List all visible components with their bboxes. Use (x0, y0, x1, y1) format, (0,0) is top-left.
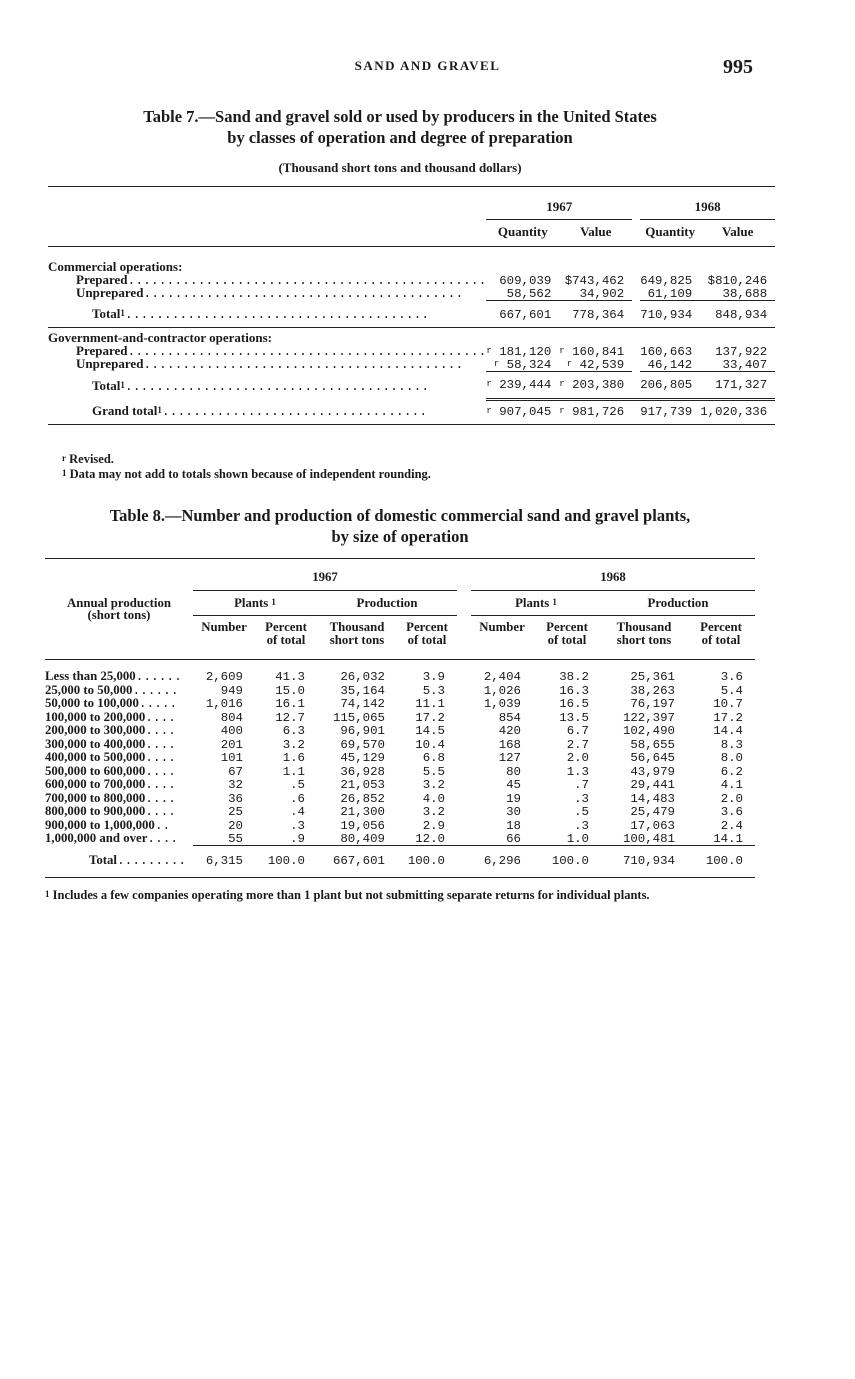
col-header: Percent of total (687, 616, 755, 660)
revised-mark: r (559, 345, 565, 356)
table7-title (40, 106, 760, 148)
footnote-mark: 1 (552, 597, 557, 607)
cell: .3 (574, 818, 589, 833)
table-row: 1,000,000 and over.... 55 .9 80,409 12.0 66 1.0 100,481 14.1 (45, 832, 755, 846)
cell: 160,841 (572, 344, 625, 359)
cell: $810,246 (707, 273, 768, 288)
cell: 667,601 (486, 301, 559, 328)
table-row: 700,000 to 800,000.... 36 .6 26,852 4.0 19 .3 14,483 2.0 (45, 792, 755, 806)
cell: 6,296 (471, 846, 533, 878)
revised-mark: r (559, 405, 565, 416)
cell: 6.2 (720, 764, 743, 779)
cell: 6.7 (566, 724, 589, 738)
revised-mark: r (486, 345, 492, 356)
table8-footnote-1: $^1$ Includes a few companies operating more than 1 plant but not submitting separate returns for individual plants. (45, 888, 650, 902)
cell: 3.2 (422, 778, 445, 792)
row-label: 500,000 to 600,000 (45, 763, 146, 778)
cell: 13.5 (559, 710, 589, 725)
cell: 981,726 (572, 404, 625, 419)
row-label: 400,000 to 500,000 (45, 750, 146, 764)
cell: 168 (498, 737, 521, 752)
cell: 41.3 (275, 670, 305, 684)
cell: 14,483 (630, 791, 675, 806)
col-header: Number (471, 616, 533, 660)
cell: .6 (290, 791, 305, 806)
cell: 917,739 (640, 399, 700, 425)
cell: 12.7 (275, 710, 305, 725)
cell: .4 (290, 805, 305, 819)
cell: 67 (228, 764, 243, 779)
cell: .3 (290, 818, 305, 833)
revised-mark: r (62, 453, 66, 463)
cell: 1,020,336 (700, 399, 775, 425)
cell: 1,016 (205, 697, 243, 711)
cell: 710,934 (601, 846, 687, 878)
col-header: Thousand short tons (317, 616, 397, 660)
cell: 206,805 (640, 372, 700, 400)
cell: 80,409 (340, 831, 385, 846)
table-row: 200,000 to 300,000.... 400 6.3 96,901 14.5 420 6.7 102,490 14.4 (45, 724, 755, 738)
cell: 2.0 (566, 751, 589, 765)
cell: 1,039 (483, 697, 521, 711)
cell: 11.1 (415, 697, 445, 711)
cell: 26,852 (340, 791, 385, 806)
cell: 18 (506, 818, 521, 833)
row-label: 900,000 to 1,000,000 (45, 817, 155, 832)
cell: 36,928 (340, 764, 385, 779)
cell: 400 (220, 724, 243, 738)
cell: 181,120 (499, 344, 552, 359)
cell: 10.4 (415, 737, 445, 752)
revised-mark: r (486, 405, 492, 416)
table7-government-heading: Government-and-contractor operations: (48, 328, 775, 345)
cell: 58,655 (630, 737, 675, 752)
cell: 20 (228, 818, 243, 833)
table-row: 800,000 to 900,000.... 25 .4 21,300 3.2 30 .5 25,479 3.6 (45, 805, 755, 819)
cell: 848,934 (700, 301, 775, 328)
cell: 14.4 (713, 724, 743, 738)
footnote-mark: 1 (271, 597, 276, 607)
table7-col-header: Quantity (486, 219, 559, 247)
cell: 609,039 (499, 273, 552, 288)
cell: 17.2 (415, 710, 445, 725)
cell: 4.1 (720, 778, 743, 792)
cell: 16.5 (559, 697, 589, 711)
cell: 907,045 (499, 404, 552, 419)
table7 (48, 186, 775, 425)
cell: 6.8 (422, 751, 445, 765)
cell: 100.0 (687, 846, 755, 878)
cell: 100.0 (397, 846, 457, 878)
cell: 58,324 (506, 357, 552, 372)
row-label: 100,000 to 200,000 (45, 709, 146, 724)
col-header: Thousand short tons (601, 616, 687, 660)
cell: 160,663 (640, 344, 693, 359)
cell: 101 (220, 751, 243, 765)
cell: 80 (506, 764, 521, 779)
cell: 137,922 (715, 344, 768, 359)
group-header: Production (317, 591, 457, 616)
row-label: Unprepared (76, 285, 144, 300)
cell: 29,441 (630, 778, 675, 792)
stub-head-line2: (short tons) (87, 608, 151, 622)
cell: 100,481 (622, 831, 675, 846)
running-head: SAND AND GRAVEL (354, 58, 501, 73)
col-header: Percent of total (397, 616, 457, 660)
cell: 10.7 (713, 697, 743, 711)
cell: 3.6 (720, 670, 743, 684)
cell: 34,902 (579, 286, 625, 301)
cell: .5 (290, 778, 305, 792)
table7-year-1967: 1967 (486, 187, 632, 220)
cell: 2.7 (566, 737, 589, 752)
revised-mark: r (566, 358, 573, 369)
footnote-mark: 1 (120, 307, 125, 318)
table7-col-header: Quantity (640, 219, 700, 247)
cell: 1.1 (282, 764, 305, 779)
table-row: 25,000 to 50,000...... 949 15.0 35,164 5.3 1,026 16.3 38,263 5.4 (45, 684, 755, 698)
cell: 5.5 (422, 764, 445, 779)
cell: 74,142 (340, 697, 385, 711)
stub-head-line1: Annual production (67, 596, 171, 610)
col-header: Percent of total (255, 616, 317, 660)
cell: 100.0 (255, 846, 317, 878)
cell: .7 (574, 778, 589, 792)
row-label: 25,000 to 50,000 (45, 682, 133, 697)
cell: 38.2 (559, 670, 589, 684)
group-header: Production (601, 591, 755, 616)
row-label: 50,000 to 100,000 (45, 696, 139, 710)
cell: 1.6 (282, 751, 305, 765)
revised-mark: r (493, 358, 500, 369)
row-label: 1,000,000 and over (45, 831, 148, 845)
cell: 21,300 (340, 805, 385, 819)
col-header: Number (193, 616, 255, 660)
cell: 30 (506, 805, 521, 819)
row-label: Total (92, 377, 121, 393)
footnote-mark: 1 (62, 468, 67, 478)
cell: 58,562 (506, 286, 552, 301)
cell: 17,063 (630, 818, 675, 833)
group-header: Plants (515, 596, 550, 610)
table-row: 600,000 to 700,000.... 32 .5 21,053 3.2 45 .7 29,441 4.1 (45, 778, 755, 792)
table-row: 400,000 to 500,000.... 101 1.6 45,129 6.8 127 2.0 56,645 8.0 (45, 751, 755, 765)
cell: 38,688 (722, 286, 768, 301)
cell: 19 (506, 791, 521, 806)
cell: 38,263 (630, 683, 675, 698)
cell: 14.1 (713, 831, 743, 846)
cell: 3.6 (720, 805, 743, 819)
cell: 96,901 (340, 724, 385, 738)
table-row: 100,000 to 200,000.... 804 12.7 115,065 17.2 854 13.5 122,397 17.2 (45, 711, 755, 725)
cell: 804 (220, 710, 243, 725)
cell: 3.9 (422, 670, 445, 684)
cell: 36 (228, 791, 243, 806)
table8-year-1968: 1968 (471, 559, 755, 591)
row-label: Total (92, 305, 121, 321)
cell: 25,479 (630, 805, 675, 819)
cell: 2,404 (483, 670, 521, 684)
table-row-grand-total: Grand total$^1$.................................. $^r$ 907,045 $^r$ 981,726 917,739 1,020,336 (48, 399, 775, 425)
table7-col-header: Value (700, 219, 775, 247)
row-label: 300,000 to 400,000 (45, 736, 146, 751)
table8-year-1967: 1967 (193, 559, 457, 591)
cell: 6.3 (282, 724, 305, 738)
row-label: Unprepared (76, 356, 144, 371)
cell: 1,026 (483, 683, 521, 698)
cell: 45,129 (340, 751, 385, 765)
cell: 102,490 (622, 724, 675, 738)
cell: 239,444 (499, 378, 552, 392)
cell: 3.2 (422, 805, 445, 819)
table-row: 900,000 to 1,000,000.. 20 .3 19,056 2.9 18 .3 17,063 2.4 (45, 819, 755, 833)
cell: 66 (506, 831, 521, 846)
cell: 667,601 (317, 846, 397, 878)
cell: 61,109 (647, 286, 693, 301)
table-row-total: Total......... 6,315 100.0 667,601 100.0 6,296 100.0 710,934 100.0 (45, 846, 755, 878)
cell: 25 (228, 805, 243, 819)
cell: 25,361 (630, 670, 675, 684)
row-label: 800,000 to 900,000 (45, 804, 146, 818)
table-row: Less than 25,000...... 2,609 41.3 26,032 3.9 2,404 38.2 25,361 3.6 (45, 660, 755, 684)
table8-title (40, 505, 760, 547)
cell: 16.3 (559, 683, 589, 698)
cell: 19,056 (340, 818, 385, 833)
cell: 2.9 (422, 818, 445, 833)
cell: 5.3 (422, 683, 445, 698)
row-label: 200,000 to 300,000 (45, 723, 146, 737)
cell: 2.4 (720, 818, 743, 833)
table-row: Prepared.............................................. 609,039 $743,462 649,825 $810,246 (48, 274, 775, 288)
cell: 5.4 (720, 683, 743, 698)
cell: 122,397 (622, 710, 675, 725)
cell: 854 (498, 710, 521, 725)
cell: 8.3 (720, 737, 743, 752)
cell: .3 (574, 791, 589, 806)
table-row: 300,000 to 400,000.... 201 3.2 69,570 10.4 168 2.7 58,655 8.3 (45, 738, 755, 752)
footnote-mark: 1 (157, 404, 162, 415)
cell: 6,315 (193, 846, 255, 878)
cell: 46,142 (647, 357, 693, 372)
table7-footnote-1: $^1$ Data may not add to totals shown because of independent rounding. (62, 467, 431, 481)
cell: $743,462 (564, 273, 625, 288)
table8 (45, 558, 755, 878)
table-row-total: Total$^1$....................................... 667,601 778,364 710,934 848,934 (48, 301, 775, 328)
table7-col-header: Value (559, 219, 632, 247)
table7-title-line2: by classes of operation and degree of preparation (227, 128, 573, 147)
cell: 420 (498, 724, 521, 738)
cell: 12.0 (415, 831, 445, 846)
cell: 15.0 (275, 683, 305, 698)
revised-mark: r (559, 379, 565, 389)
row-label: Total (89, 852, 117, 867)
cell: 32 (228, 778, 243, 792)
cell: 69,570 (340, 737, 385, 752)
cell: 2.0 (720, 791, 743, 806)
row-label: Prepared (76, 342, 128, 358)
cell: 1.0 (566, 831, 589, 846)
table-row: Unprepared......................................... 58,562 34,902 61,109 38,688 (48, 287, 775, 301)
cell: 33,407 (722, 357, 768, 372)
cell: 14.5 (415, 724, 445, 738)
cell: 1.3 (566, 764, 589, 779)
footnote-mark: 1 (45, 889, 50, 899)
table-row: 500,000 to 600,000.... 67 1.1 36,928 5.5 80 1.3 43,979 6.2 (45, 765, 755, 779)
cell: 45 (506, 778, 521, 792)
cell: 17.2 (713, 710, 743, 725)
cell: 171,327 (700, 372, 775, 400)
cell: 201 (220, 737, 243, 752)
cell: 778,364 (559, 301, 632, 328)
cell: 710,934 (640, 301, 700, 328)
group-header: Plants (234, 596, 269, 610)
cell: 8.0 (720, 751, 743, 765)
cell: 16.1 (275, 697, 305, 711)
cell: 115,065 (332, 710, 385, 725)
table7-footnote-revised: $^r$ Revised. (62, 452, 114, 466)
cell: 4.0 (422, 791, 445, 806)
table8-title-line2: by size of operation (331, 527, 469, 546)
cell: 55 (228, 831, 243, 846)
cell: 949 (220, 683, 243, 698)
table7-commercial-heading: Commercial operations: (48, 259, 183, 274)
table8-title-line1: Table 8.—Number and production of domestic commercial sand and gravel plants, (109, 506, 691, 525)
cell: 35,164 (340, 683, 385, 698)
page-number: 995 (723, 56, 753, 78)
cell: 21,053 (340, 778, 385, 792)
col-header: Percent of total (533, 616, 601, 660)
cell: 42,539 (579, 357, 625, 372)
row-label: Grand total (92, 402, 158, 418)
cell: .5 (574, 805, 589, 819)
row-label: Less than 25,000 (45, 669, 136, 683)
cell: .9 (290, 831, 305, 846)
cell: 43,979 (630, 764, 675, 779)
row-label: 600,000 to 700,000 (45, 777, 146, 791)
cell: 100.0 (533, 846, 601, 878)
cell: 2,609 (205, 670, 243, 684)
table-row: Unprepared......................................... $^r$ 58,324 $^r$ 42,539 46,142 33,407 (48, 358, 775, 372)
table7-title-line1: Table 7.—Sand and gravel sold or used by producers in the United States (143, 107, 657, 126)
cell: 649,825 (640, 273, 693, 288)
cell: 3.2 (282, 737, 305, 752)
cell: 203,380 (572, 378, 625, 392)
row-label: 700,000 to 800,000 (45, 790, 146, 805)
table-row: 50,000 to 100,000..... 1,016 16.1 74,142 11.1 1,039 16.5 76,197 10.7 (45, 697, 755, 711)
table-row-total: Total$^1$....................................... $^r$ 239,444 $^r$ 203,380 206,805 171,327 (48, 372, 775, 400)
table7-year-1968: 1968 (640, 187, 775, 220)
table-row: Prepared.............................................. $^r$ 181,120 $^r$ 160,841 160,663 137,922 (48, 345, 775, 359)
revised-mark: r (486, 379, 492, 389)
cell: 56,645 (630, 751, 675, 765)
cell: 127 (498, 751, 521, 765)
footnote-mark: 1 (120, 379, 125, 390)
cell: 76,197 (630, 697, 675, 711)
table7-subtitle: (Thousand short tons and thousand dollars) (278, 160, 522, 175)
cell: 26,032 (340, 670, 385, 684)
row-label: Prepared (76, 271, 128, 287)
